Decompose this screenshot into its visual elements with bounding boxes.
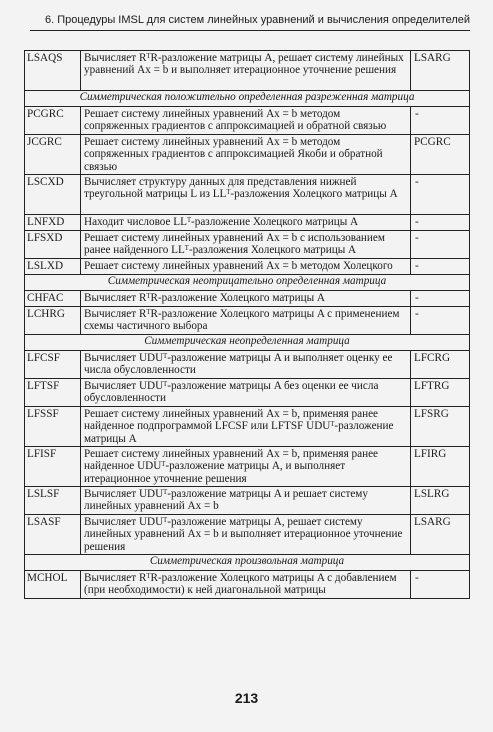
related-routine: - <box>411 571 470 599</box>
related-routine: - <box>411 107 470 135</box>
page-number: 213 <box>234 690 259 706</box>
table-row <box>25 515 470 555</box>
routines-table-body <box>25 51 470 599</box>
section-title: Симметрическая неотрицательно определенная матрица <box>25 275 470 291</box>
routine-description: Вычисляет UDUᵀ-разложение матрицы A без оценки ее числа обусловленности <box>81 379 411 407</box>
routine-name: LSLXD <box>25 259 81 275</box>
routine-description: Вычисляет RᵀR-разложение Холецкого матрицы A с добавлением (при необходимости) к ней диагональной матрицы <box>81 571 411 599</box>
table-row <box>25 307 470 335</box>
related-routine: - <box>411 175 470 215</box>
related-routine: PCGRC <box>411 135 470 175</box>
table-row <box>25 571 470 599</box>
routine-description: Решает систему линейных уравнений Ax = b методом сопряженных градиентов с аппроксимацией и обратной связью <box>81 107 411 135</box>
routine-name: PCGRC <box>25 107 81 135</box>
related-routine: LSARG <box>411 51 470 91</box>
table-row <box>25 407 470 447</box>
section-row <box>25 275 470 291</box>
routine-name: LFISF <box>25 447 81 487</box>
routine-name: CHFAC <box>25 291 81 307</box>
routine-description: Вычисляет UDUᵀ-разложение матрицы A, решает систему линейных уравнений Ax = b и выполняет итерационное уточнение решения <box>81 515 411 555</box>
related-routine: - <box>411 231 470 259</box>
routine-description: Вычисляет RᵀR-разложение Холецкого матрицы A <box>81 291 411 307</box>
routine-name: LSLSF <box>25 487 81 515</box>
related-routine: LSLRG <box>411 487 470 515</box>
routine-description: Вычисляет структуру данных для представления нижней треугольной матрицы L из LLᵀ-разложения Холецкого матрицы A <box>81 175 411 215</box>
table-row <box>25 215 470 231</box>
related-routine: - <box>411 307 470 335</box>
routine-name: LFTSF <box>25 379 81 407</box>
table-row <box>25 107 470 135</box>
routine-name: LSCXD <box>25 175 81 215</box>
routine-description: Решает систему линейных уравнений Ax = b методом сопряженных градиентов с аппроксимацией Якоби и обратной связью <box>81 135 411 175</box>
section-row <box>25 335 470 351</box>
table-row <box>25 487 470 515</box>
routine-name: LSASF <box>25 515 81 555</box>
table-row <box>25 351 470 379</box>
table-row <box>25 379 470 407</box>
table-row <box>25 447 470 487</box>
section-row <box>25 91 470 107</box>
related-routine: LSARG <box>411 515 470 555</box>
routine-description: Решает систему линейных уравнений Ax = b, применяя ранее найденное UDUᵀ-разложение матрицы A, и выполняет итерационное уточнение решения <box>81 447 411 487</box>
related-routine: - <box>411 215 470 231</box>
routine-name: LCHRG <box>25 307 81 335</box>
related-routine: - <box>411 259 470 275</box>
routine-description: Вычисляет RᵀR-разложение матрицы A, решает систему линейных уравнений Ax = b и выполняет итерационное уточнение решения <box>81 51 411 91</box>
related-routine: LFTRG <box>411 379 470 407</box>
table-row <box>25 175 470 215</box>
table-row <box>25 291 470 307</box>
routine-description: Вычисляет UDUᵀ-разложение матрицы A и выполняет оценку ее числа обусловленности <box>81 351 411 379</box>
routine-name: LNFXD <box>25 215 81 231</box>
routine-description: Вычисляет RᵀR-разложение Холецкого матрицы A с применением схемы частичного выбора <box>81 307 411 335</box>
section-title: Симметрическая произвольная матрица <box>25 555 470 571</box>
related-routine: - <box>411 291 470 307</box>
section-row <box>25 555 470 571</box>
routine-description: Решает систему линейных уравнений Ax = b методом Холецкого <box>81 259 411 275</box>
routine-description: Вычисляет UDUᵀ-разложение матрицы A и решает систему линейных уравнений Ax = b <box>81 487 411 515</box>
related-routine: LFCRG <box>411 351 470 379</box>
routine-description: Находит числовое LLᵀ-разложение Холецкого матрицы A <box>81 215 411 231</box>
table-row <box>25 135 470 175</box>
table-row <box>25 51 470 91</box>
running-header: 6. Процедуры IMSL для систем линейных уравнений и вычисления определителей <box>30 12 470 31</box>
routine-name: LSAQS <box>25 51 81 91</box>
table-row <box>25 231 470 259</box>
routine-name: MCHOL <box>25 571 81 599</box>
section-title: Симметрическая неопределенная матрица <box>25 335 470 351</box>
routine-name: JCGRC <box>25 135 81 175</box>
routines-table <box>24 50 470 599</box>
related-routine: LFSRG <box>411 407 470 447</box>
section-title: Симметрическая положительно определенная разреженная матрица <box>25 91 470 107</box>
routine-name: LFCSF <box>25 351 81 379</box>
routine-name: LFSXD <box>25 231 81 259</box>
related-routine: LFIRG <box>411 447 470 487</box>
routine-name: LFSSF <box>25 407 81 447</box>
routine-description: Решает систему линейных уравнений Ax = b с использованием ранее найденного LLᵀ-разложения Холецкого матрицы A <box>81 231 411 259</box>
routine-description: Решает систему линейных уравнений Ax = b, применяя ранее найденное подпрограммой LFCSF или LFTSF UDUᵀ-разложение матрицы A <box>81 407 411 447</box>
table-row <box>25 259 470 275</box>
